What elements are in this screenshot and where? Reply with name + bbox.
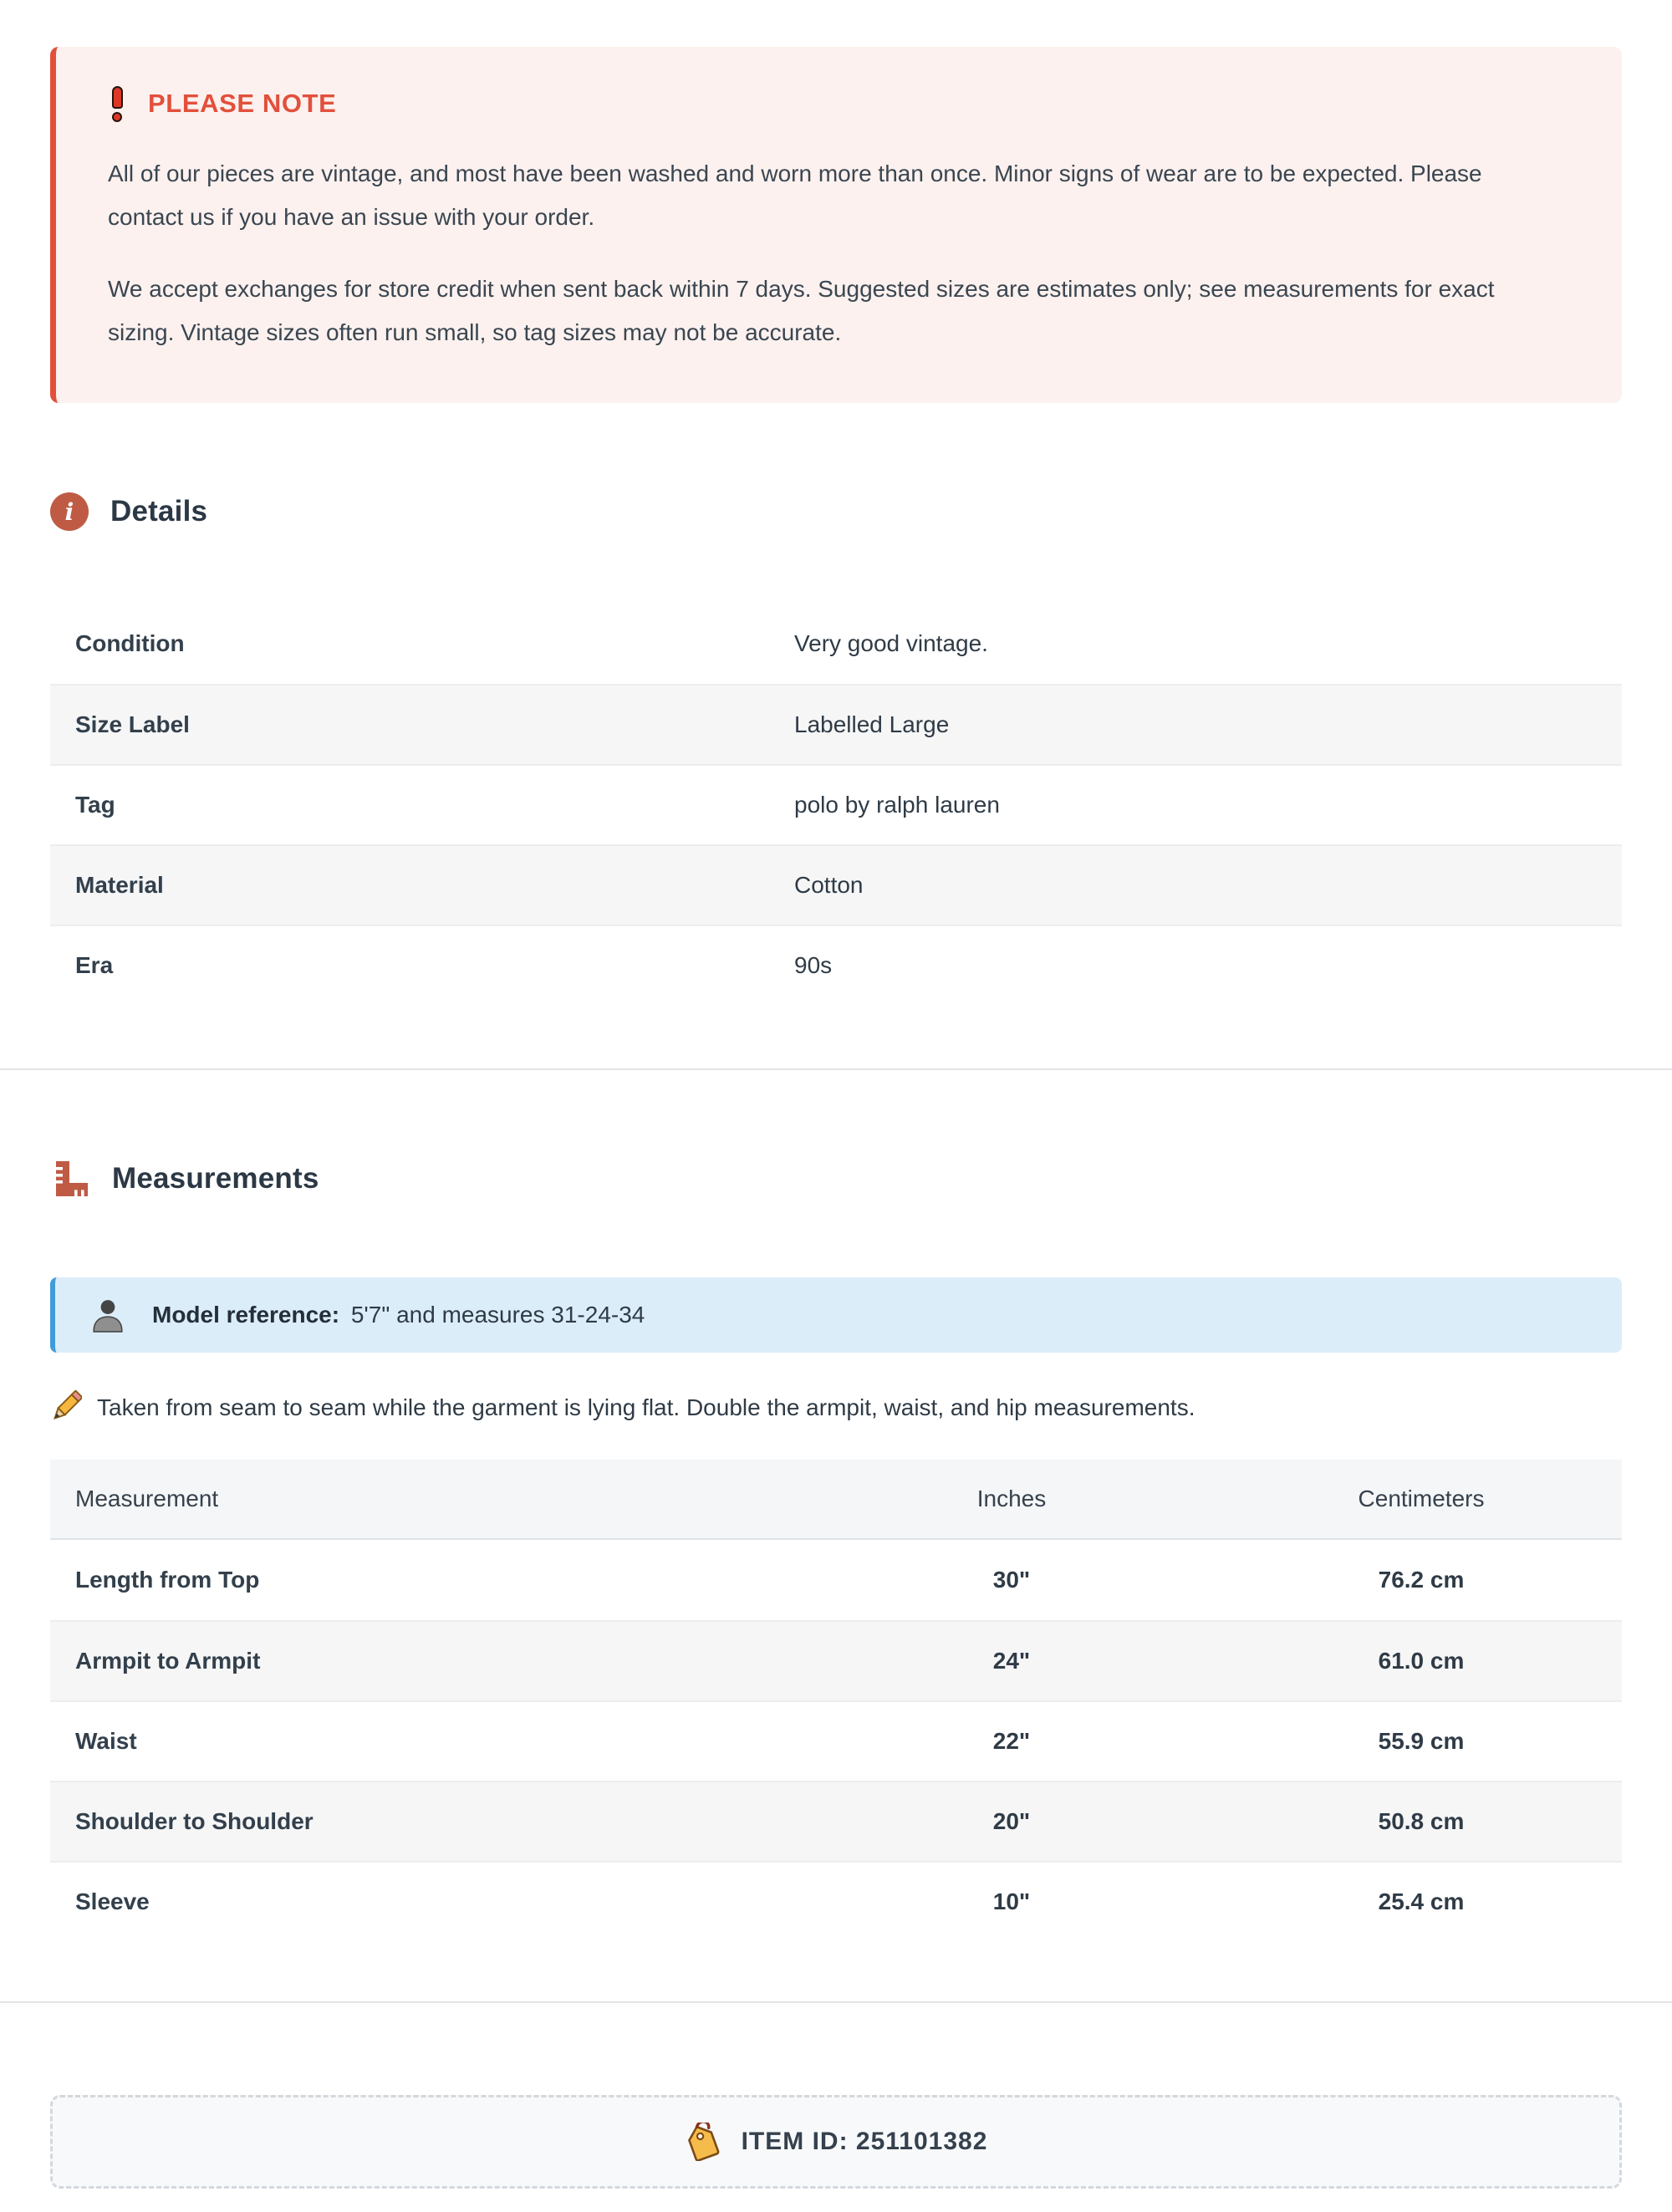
measurement-label: Sleeve bbox=[75, 1888, 150, 1914]
model-reference-callout bbox=[50, 1277, 1622, 1353]
detail-value: 90s bbox=[794, 952, 833, 978]
measurement-label: Armpit to Armpit bbox=[75, 1648, 261, 1674]
table-row bbox=[50, 925, 1622, 1005]
details-heading bbox=[50, 492, 1622, 532]
measurement-inches: 24" bbox=[992, 1648, 1031, 1674]
measurement-cm: 50.8 cm bbox=[1378, 1808, 1465, 1834]
details-section bbox=[50, 492, 1622, 1005]
details-table bbox=[50, 604, 1622, 1005]
measurement-label: Waist bbox=[75, 1728, 137, 1754]
table-row bbox=[50, 1781, 1622, 1861]
measurement-inches: 20" bbox=[992, 1808, 1031, 1834]
table-row bbox=[50, 1700, 1622, 1781]
measurement-cm: 55.9 cm bbox=[1378, 1728, 1465, 1754]
alert-title: PLEASE NOTE bbox=[148, 89, 337, 118]
detail-label: Material bbox=[75, 872, 164, 898]
please-note-alert bbox=[50, 47, 1622, 403]
table-row bbox=[50, 1620, 1622, 1700]
alert-title-row bbox=[108, 85, 1573, 122]
model-reference-text bbox=[152, 1302, 645, 1328]
table-row bbox=[50, 844, 1622, 925]
item-id-text: ITEM ID: 251101382 bbox=[741, 2128, 988, 2155]
table-row bbox=[50, 684, 1622, 764]
info-icon: i bbox=[50, 492, 89, 531]
person-icon bbox=[90, 1297, 125, 1333]
table-row bbox=[50, 604, 1622, 684]
measurement-note bbox=[50, 1389, 1622, 1426]
column-header-inches: Inches bbox=[976, 1486, 1047, 1511]
column-header-centimeters: Centimeters bbox=[1358, 1486, 1485, 1511]
exclamation-dot bbox=[112, 112, 122, 122]
model-reference-value: 5'7" and measures 31-24-34 bbox=[350, 1302, 645, 1328]
detail-value: Labelled Large bbox=[794, 711, 950, 737]
measurement-cm: 25.4 cm bbox=[1378, 1888, 1465, 1914]
measurements-section bbox=[50, 1159, 1622, 1941]
footer-section bbox=[50, 2095, 1622, 2189]
note-section bbox=[50, 47, 1622, 403]
measurement-cm: 76.2 cm bbox=[1378, 1567, 1465, 1593]
measurement-inches: 22" bbox=[992, 1728, 1031, 1754]
detail-label: Size Label bbox=[75, 711, 190, 737]
exclamation-icon bbox=[108, 86, 126, 122]
measurement-label: Shoulder to Shoulder bbox=[75, 1808, 314, 1834]
detail-label: Tag bbox=[75, 792, 115, 818]
detail-value: Very good vintage. bbox=[794, 630, 988, 656]
measurements-title: Measurements bbox=[112, 1162, 319, 1195]
measurement-note-text: Taken from seam to seam while the garment is lying flat. Double the armpit, waist, and hip measurements. bbox=[97, 1394, 1195, 1420]
detail-label: Condition bbox=[75, 630, 185, 656]
details-title: Details bbox=[110, 495, 208, 528]
alert-paragraph-2: We accept exchanges for store credit when sent back within 7 days. Suggested sizes are estimates only; see measurements for exact sizing. Vintage sizes often run small, so tag sizes may not be accurate. bbox=[108, 276, 1495, 345]
item-id-badge bbox=[50, 2095, 1622, 2189]
exclamation-bar bbox=[112, 86, 123, 109]
table-row bbox=[50, 1540, 1622, 1620]
measurements-heading bbox=[50, 1159, 1622, 1199]
detail-label: Era bbox=[75, 952, 114, 978]
pencil-icon bbox=[50, 1390, 82, 1425]
table-header-row bbox=[50, 1460, 1622, 1540]
measurement-cm: 61.0 cm bbox=[1378, 1648, 1465, 1674]
detail-value: polo by ralph lauren bbox=[794, 792, 1000, 818]
measurement-inches: 30" bbox=[992, 1567, 1031, 1593]
detail-value: Cotton bbox=[794, 872, 864, 898]
measurements-table bbox=[50, 1460, 1622, 1941]
section-divider bbox=[0, 1068, 1672, 1070]
tag-icon bbox=[685, 2123, 720, 2161]
table-body bbox=[50, 1540, 1622, 1941]
table-row bbox=[50, 1861, 1622, 1941]
measurement-inches: 10" bbox=[992, 1888, 1031, 1914]
section-divider bbox=[0, 2001, 1672, 2003]
model-reference-label: Model reference: bbox=[152, 1302, 340, 1328]
alert-paragraph-1: All of our pieces are vintage, and most have been washed and worn more than once. Minor signs of wear are to be expected. Please contact us if you have an issue with your order. bbox=[108, 161, 1482, 230]
measurement-label: Length from Top bbox=[75, 1567, 260, 1593]
column-header-measurement: Measurement bbox=[75, 1486, 219, 1511]
ruler-icon bbox=[50, 1159, 90, 1199]
table-row bbox=[50, 764, 1622, 844]
product-details-page bbox=[0, 47, 1672, 2189]
